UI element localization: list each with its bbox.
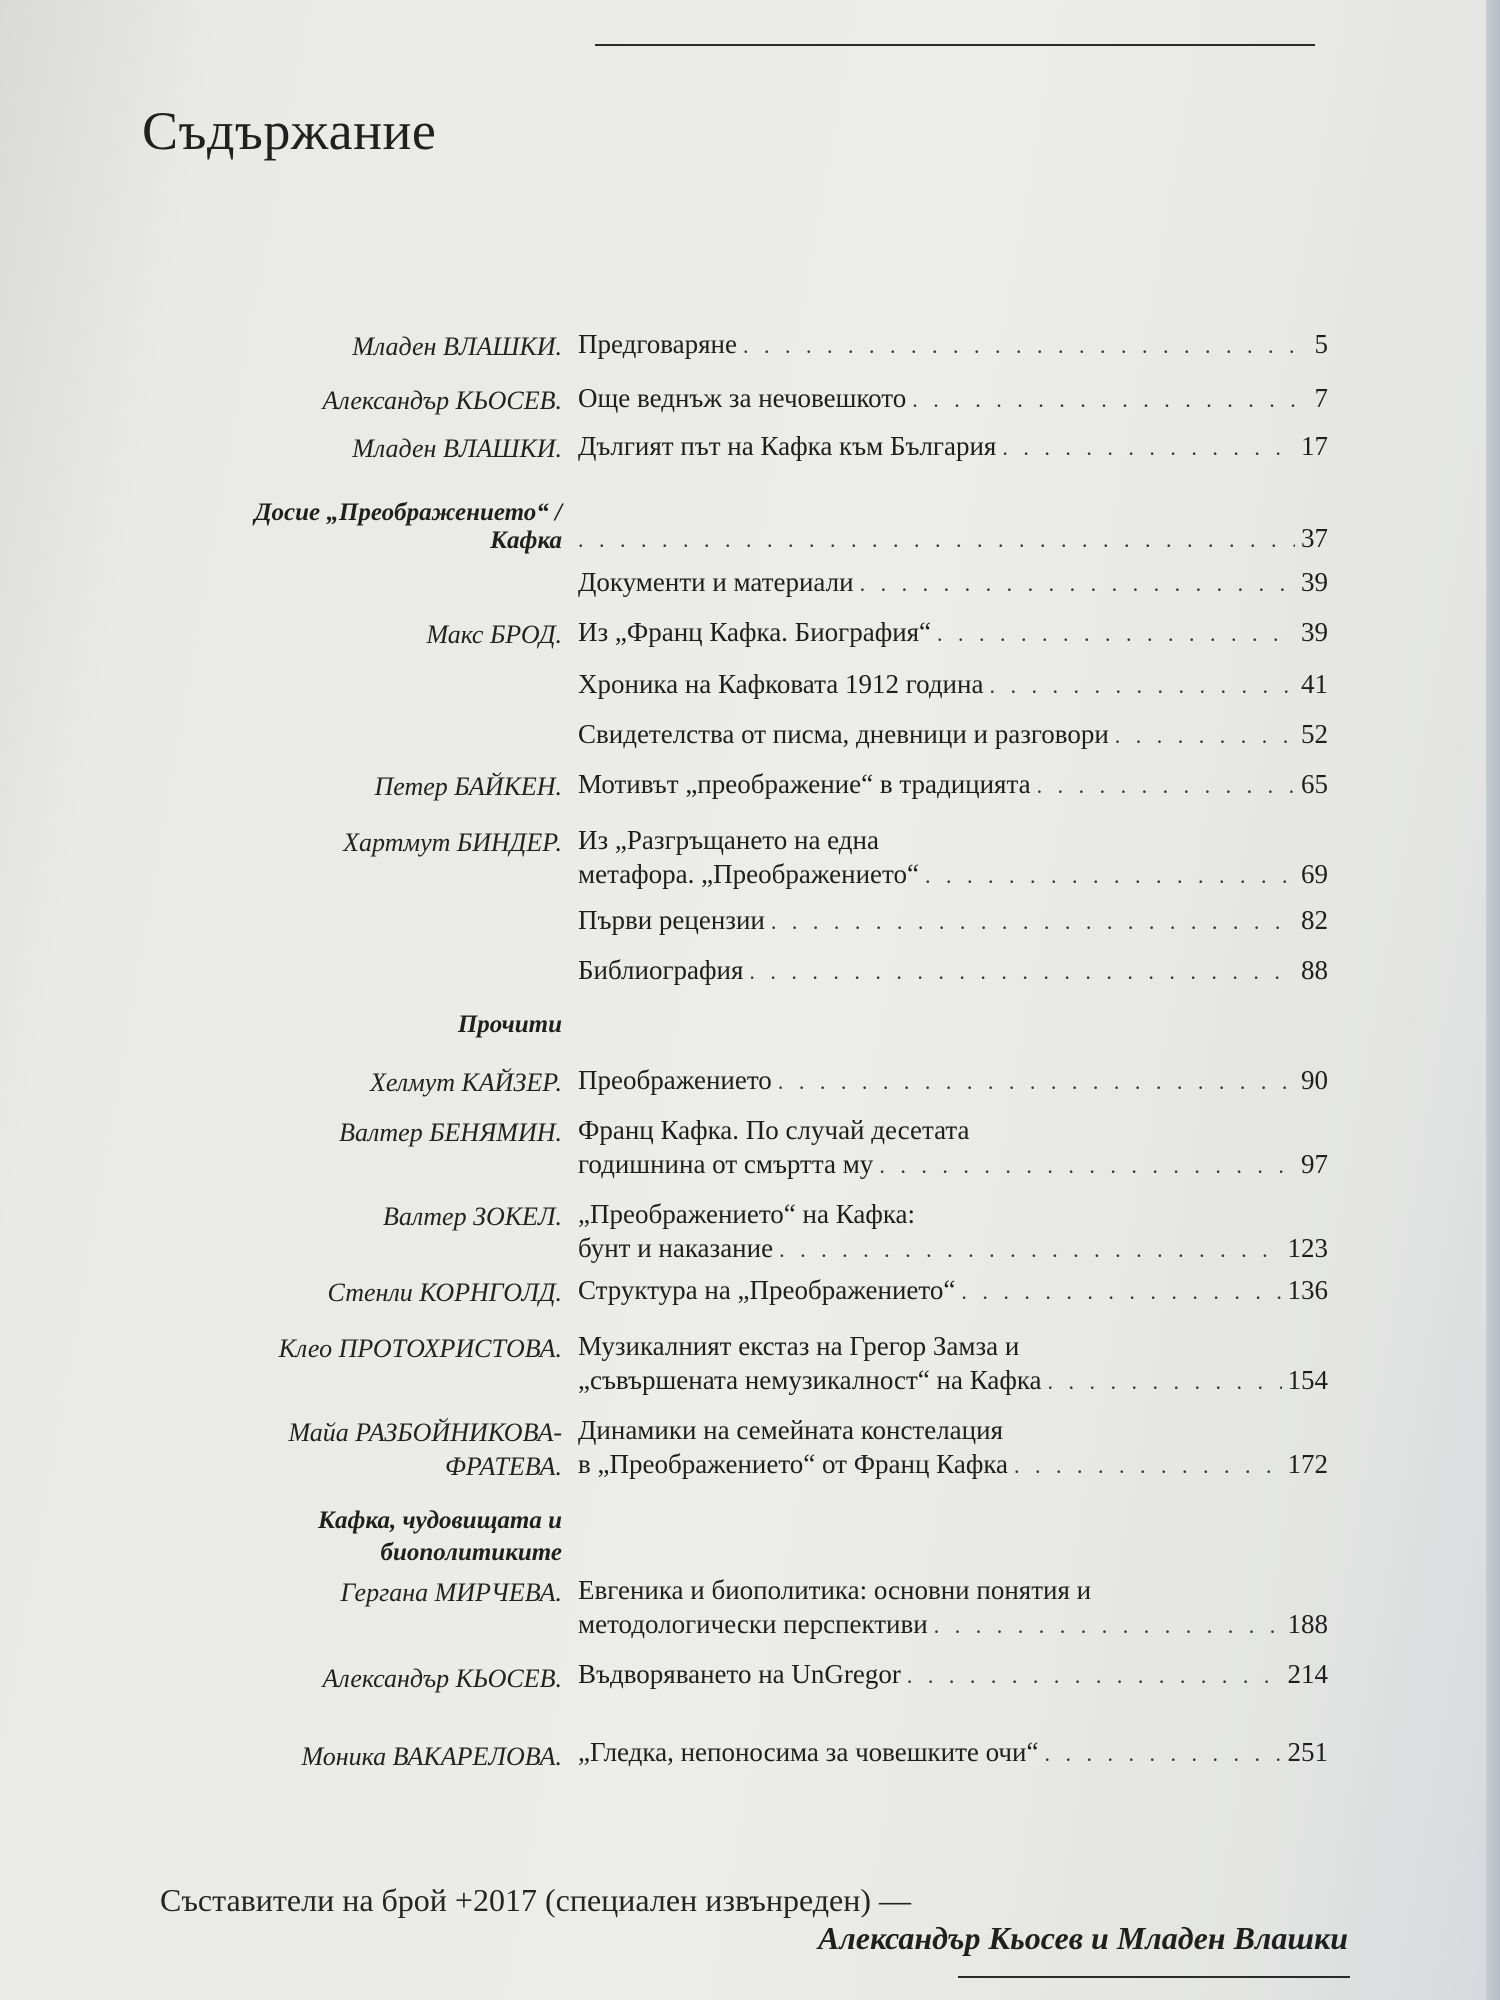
leader-dots — [1044, 1738, 1281, 1770]
entry-page: 82 — [1301, 905, 1328, 935]
leader-dots — [989, 670, 1295, 702]
entry-author: Валтер БЕНЯМИН. — [339, 1118, 562, 1147]
entry-page: 37 — [1301, 523, 1328, 553]
entry-author: Стенли КОРНГОЛД. — [327, 1278, 562, 1307]
entry-title-line — [578, 522, 1328, 556]
entry-title: Свидетелства от писма, дневници и разговори — [578, 719, 1109, 749]
entry-title-line1: Евгеника и биополитика: основни понятия и — [578, 1575, 1092, 1605]
bottom-rule — [958, 1976, 1350, 1978]
entry-author: Моника ВАКАРЕЛОВА. — [301, 1742, 562, 1771]
entry-title: в „Преображението“ от Франц Кафка — [578, 1449, 1009, 1479]
entry-author: Младен ВЛАШКИ. — [352, 332, 562, 361]
entry-title-line — [578, 858, 1328, 892]
entry-title: Мотивът „преображение“ в традицията — [578, 769, 1031, 799]
entry-title: бунт и наказание — [578, 1233, 774, 1263]
entry-title: Из „Франц Кафка. Биография“ — [578, 617, 932, 647]
section-heading: Кафка, чудовищата и — [318, 1507, 562, 1534]
leader-dots — [934, 1610, 1282, 1642]
entry-author: Александър КЬОСЕВ. — [322, 386, 562, 415]
entry-title-line1: Из „Разгръщането на една — [578, 825, 879, 855]
entry-page: 136 — [1287, 1275, 1328, 1305]
entry-title: Преображението — [578, 1065, 772, 1095]
entry-title-line — [578, 616, 1328, 650]
entry-page: 214 — [1287, 1659, 1328, 1689]
leader-dots — [1037, 770, 1295, 802]
entry-title-line — [578, 1232, 1328, 1266]
entry-author: Майа РАЗБОЙНИКОВА- — [288, 1418, 562, 1447]
page-title: Съдържание — [142, 101, 437, 161]
entry-title-line — [578, 430, 1328, 464]
leader-dots — [749, 956, 1295, 988]
entry-page: 41 — [1301, 669, 1328, 699]
leader-dots — [778, 1066, 1295, 1098]
entry-author: Валтер ЗОКЕЛ. — [383, 1202, 562, 1231]
entry-title: Библиография — [578, 955, 744, 985]
section-heading: Прочити — [457, 1011, 562, 1038]
entry-title-line — [578, 1364, 1328, 1398]
leader-dots — [907, 1660, 1282, 1692]
entry-title-line1: „Преображението“ на Кафка: — [578, 1199, 916, 1229]
entry-title-line — [578, 1736, 1328, 1770]
leader-dots — [779, 1234, 1281, 1266]
entry-page: 5 — [1314, 329, 1328, 359]
entry-page: 39 — [1301, 617, 1328, 647]
entry-page: 69 — [1301, 859, 1328, 889]
entry-title-line — [578, 668, 1328, 702]
entry-title-line1: Франц Кафка. По случай десетата — [578, 1115, 970, 1145]
leader-dots — [771, 906, 1295, 938]
leader-dots — [925, 860, 1295, 892]
entry-title: годишнина от смъртта му — [578, 1149, 874, 1179]
entry-title: „Гледка, непоносима за човешките очи“ — [578, 1737, 1039, 1767]
entry-page: 154 — [1287, 1365, 1328, 1395]
entry-page: 172 — [1287, 1449, 1328, 1479]
entry-title-line — [578, 1064, 1328, 1098]
entry-page: 52 — [1301, 719, 1328, 749]
entry-page: 188 — [1287, 1609, 1328, 1639]
section-heading-line2: Кафка — [490, 527, 562, 554]
entry-title: Дългият път на Кафка към България — [578, 431, 997, 461]
entry-title-line — [578, 904, 1328, 938]
entry-title-line — [578, 328, 1328, 362]
leader-dots — [1115, 720, 1295, 752]
entry-page: 97 — [1301, 1149, 1328, 1179]
leader-dots — [743, 330, 1302, 362]
entry-title: Първи рецензии — [578, 905, 765, 935]
entry-author: Младен ВЛАШКИ. — [352, 434, 562, 463]
entry-title: Предговаряне — [578, 329, 737, 359]
entry-title-line1: Музикалният екстаз на Грегор Замза и — [578, 1331, 1020, 1361]
entry-author: Макс БРОД. — [426, 620, 562, 649]
entry-title-line — [578, 768, 1328, 802]
leader-dots — [1002, 432, 1295, 464]
leader-dots — [578, 524, 1295, 556]
leader-dots — [937, 618, 1295, 650]
entry-title: Структура на „Преображението“ — [578, 1275, 956, 1305]
entry-page: 17 — [1301, 431, 1328, 461]
entry-title-line — [578, 1658, 1328, 1692]
compilers-names: Александър Кьосев и Младен Влашки — [818, 1920, 1348, 1956]
entry-title-line — [578, 1148, 1328, 1182]
entry-title-line — [578, 382, 1328, 416]
entry-page: 123 — [1287, 1233, 1328, 1263]
entry-title: Още веднъж за нечовешкото — [578, 383, 907, 413]
entry-title: „съвършената немузикалност“ на Кафка — [578, 1365, 1042, 1395]
entry-title: метафора. „Преображението“ — [578, 859, 919, 889]
entry-title-line — [578, 566, 1328, 600]
entry-page: 251 — [1287, 1737, 1328, 1767]
entry-title-line — [578, 954, 1328, 988]
entry-title-line — [578, 1274, 1328, 1308]
leader-dots — [1014, 1450, 1281, 1482]
entry-page: 65 — [1301, 769, 1328, 799]
entry-title-line1: Динамики на семейната констелация — [578, 1415, 1003, 1445]
section-heading: Досие „Преображението“ / — [254, 499, 562, 526]
entry-title: методологически перспективи — [578, 1609, 928, 1639]
leader-dots — [860, 568, 1295, 600]
compilers-line: Съставители на брой +2017 (специален извънреден) — — [160, 1882, 911, 1918]
entry-title-line — [578, 1608, 1328, 1642]
entry-title: Документи и материали — [578, 567, 854, 597]
entry-page: 7 — [1314, 383, 1328, 413]
section-heading-line2: биополитиките — [380, 1539, 562, 1566]
leader-dots — [1048, 1366, 1282, 1398]
entry-author: Хартмут БИНДЕР. — [343, 828, 562, 857]
leader-dots — [912, 384, 1302, 416]
entry-title: Хроника на Кафковата 1912 година — [578, 669, 984, 699]
entry-title: Въдворяването на UnGregor — [578, 1659, 901, 1689]
entry-author: Александър КЬОСЕВ. — [322, 1664, 562, 1693]
entry-author: Клео ПРОТОХРИСТОВА. — [278, 1334, 562, 1363]
entry-page: 39 — [1301, 567, 1328, 597]
entry-title-line — [578, 1448, 1328, 1482]
entry-page: 90 — [1301, 1065, 1328, 1095]
leader-dots — [961, 1276, 1281, 1308]
entry-author: Петер БАЙКЕН. — [374, 772, 562, 801]
entry-page: 88 — [1301, 955, 1328, 985]
entry-author-line2: ФРАТЕВА. — [444, 1452, 562, 1481]
leader-dots — [879, 1150, 1295, 1182]
entry-author: Гергана МИРЧЕВА. — [340, 1578, 562, 1607]
entry-title-line — [578, 718, 1328, 752]
entry-author: Хелмут КАЙЗЕР. — [370, 1068, 562, 1097]
